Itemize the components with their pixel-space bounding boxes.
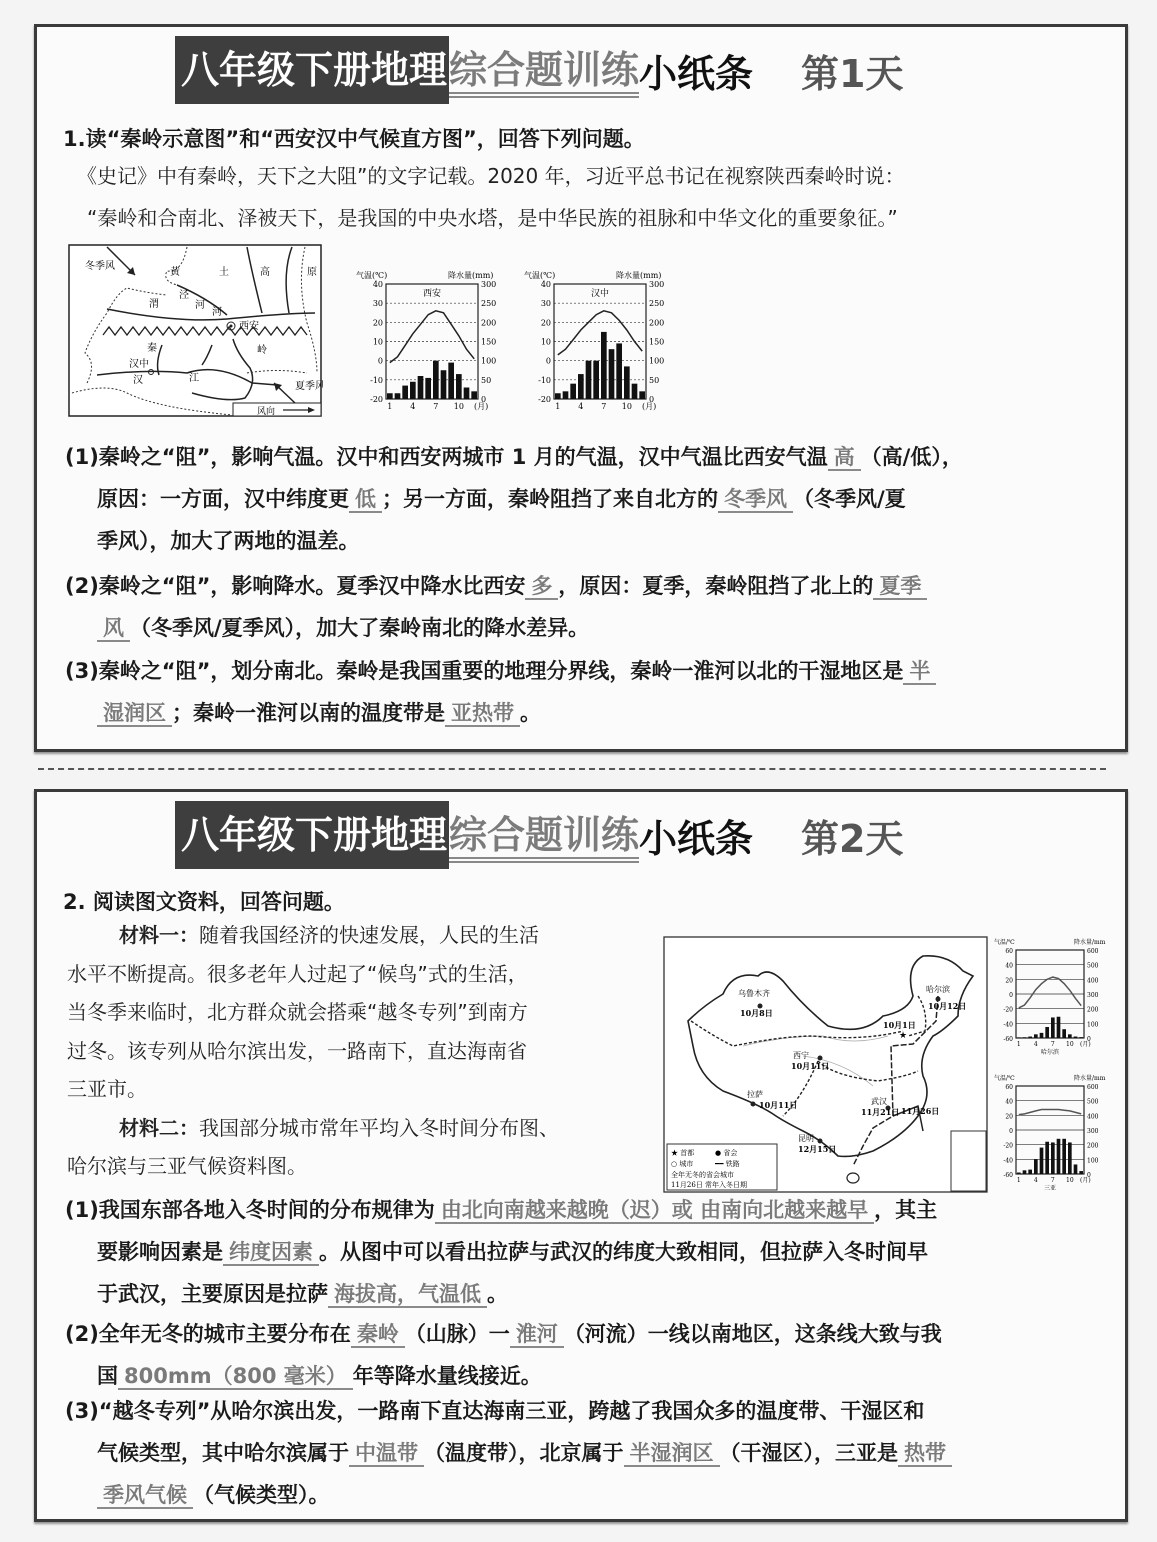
svg-text:江: 江 (189, 373, 199, 384)
svg-text:土: 土 (219, 267, 229, 278)
climate-chart-哈尔滨 (994, 938, 1106, 1056)
answer-blank[interactable]: 由北向南越来越晚（迟）或 由南向北越来越早 (435, 1198, 874, 1224)
material-text: 材料一：随着我国经济的快速发展，人民的生活 水平不断提高。很多老年人过起了“候鸟”式的生活， 当冬季来临时，北方群众就会搭乘“越冬专列”到南方 过冬。该专列从哈尔滨出发，一路南下，直达海南省 三亚市。 材料二：我国部分城市常年平均入冬时间分布图、 哈尔滨与三亚气候资料图。 (67, 923, 559, 1178)
svg-text:气温(℃): 气温(℃) (356, 271, 388, 280)
svg-text:渭: 渭 (149, 299, 159, 310)
answer-blank[interactable]: 风 (97, 616, 130, 642)
svg-text:-10: -10 (538, 375, 551, 385)
answer-blank[interactable]: 夏季 (873, 574, 927, 600)
svg-text:10月1日: 10月1日 (883, 1020, 916, 1030)
question-2-2: (2)全年无冬的城市主要分布在 秦岭 （山脉）一 淮河 （河流）一线以南地区，这条线大致与我 国 800mm（800 毫米） 年等降水量线接近。 (65, 1322, 942, 1388)
svg-text:10: 10 (621, 402, 632, 411)
title-dark-part: 八年级下册地理 (175, 36, 449, 104)
svg-text:-20: -20 (370, 395, 383, 404)
svg-text:150: 150 (649, 337, 665, 347)
svg-text:(月): (月) (642, 402, 657, 411)
svg-text:500: 500 (1087, 1098, 1099, 1106)
svg-text:冬季风: 冬季风 (85, 261, 115, 272)
svg-text:60: 60 (1005, 1084, 1013, 1091)
svg-text:降水量/mm: 降水量/mm (1074, 939, 1106, 946)
svg-text:武汉: 武汉 (871, 1097, 887, 1106)
question-2-3: (3)“越冬专列”从哈尔滨出发，一路南下直达海南三亚，跨越了我国众多的温度带、干湿区和 气候类型，其中哈尔滨属于 中温带 （温度带），北京属于 半湿润区 （干湿区），三亚是 热带 季风气候 （气候类型）。 (65, 1390, 1105, 1516)
china-winter-onset-map (663, 936, 988, 1193)
svg-text:600: 600 (1087, 1084, 1099, 1091)
day1-card (34, 24, 1128, 752)
climate-chart-西安 (356, 270, 496, 411)
svg-text:哈尔滨: 哈尔滨 (926, 985, 950, 994)
svg-text:(月): (月) (474, 402, 489, 411)
svg-text:10: 10 (1066, 1041, 1074, 1048)
intro-line-1: 《史记》中有秦岭，天下之大阻”的文字记载。2020 年，习近平总书记在视察陕西秦岭时说： (77, 164, 905, 188)
answer-blank[interactable]: 纬度因素 (223, 1240, 319, 1266)
answer-blank[interactable]: 湿润区 (97, 701, 172, 727)
climate-charts-harbin-sanya (988, 936, 1113, 1193)
svg-text:黄: 黄 (170, 267, 180, 278)
svg-text:20: 20 (1005, 1113, 1013, 1121)
question-1-2: (2)秦岭之“阻”，影响降水。夏季汉中降水比西安 多 ，原因：夏季，秦岭阻挡了北上的 夏季 风 （冬季风/夏季风），加大了秦岭南北的降水差异。 (65, 565, 1105, 649)
material-1-label: 材料一： (119, 923, 199, 947)
svg-text:100: 100 (1087, 1021, 1099, 1029)
svg-text:(月): (月) (1080, 1177, 1091, 1184)
answer-blank[interactable]: 半湿润区 (624, 1441, 720, 1467)
svg-text:40: 40 (1005, 962, 1013, 970)
title-dark-part: 八年级下册地理 (175, 801, 449, 869)
svg-text:━━ 铁路: ━━ 铁路 (715, 1160, 740, 1168)
svg-text:0: 0 (1009, 992, 1013, 999)
svg-text:岭: 岭 (257, 345, 267, 356)
svg-text:河: 河 (195, 300, 205, 311)
svg-text:原: 原 (307, 267, 317, 278)
svg-text:0: 0 (545, 356, 551, 366)
svg-text:0: 0 (1009, 1128, 1013, 1135)
day1-title (175, 36, 904, 104)
svg-text:200: 200 (1087, 1142, 1099, 1150)
svg-text:10月8日: 10月8日 (740, 1008, 773, 1018)
svg-text:气温/℃: 气温/℃ (994, 939, 1015, 946)
svg-text:40: 40 (372, 280, 383, 289)
svg-text:7: 7 (433, 402, 439, 411)
svg-text:汉中: 汉中 (129, 359, 149, 370)
svg-text:300: 300 (649, 280, 665, 289)
svg-text:100: 100 (649, 356, 665, 366)
svg-text:夏季风: 夏季风 (295, 381, 323, 392)
answer-blank[interactable]: 冬季风 (718, 487, 793, 513)
question-2-1: (1)我国东部各地入冬时间的分布规律为 由北向南越来越晚（迟）或 由南向北越来越早 ，其主 要影响因素是 纬度因素 。从图中可以看出拉萨与武汉的纬度大致相同，但拉萨入冬时间早 于武汉，主要原因是拉萨 海拔高，气温低 。 (65, 1198, 938, 1306)
qinling-map (67, 243, 323, 418)
svg-text:气温(℃): 气温(℃) (524, 271, 556, 280)
answer-blank[interactable]: 低 (349, 487, 382, 513)
svg-text:0: 0 (1087, 1172, 1091, 1179)
svg-text:★: ★ (899, 1031, 908, 1041)
answer-blank[interactable]: 季风气候 (97, 1483, 193, 1509)
svg-text:0: 0 (377, 356, 383, 366)
svg-text:200: 200 (481, 318, 497, 328)
svg-text:200: 200 (1087, 1006, 1099, 1014)
svg-text:7: 7 (1050, 1177, 1055, 1184)
svg-text:0: 0 (1087, 1036, 1091, 1043)
svg-text:10月11日: 10月11日 (759, 1100, 798, 1110)
svg-text:★ 首都: ★ 首都 (671, 1149, 695, 1157)
answer-blank[interactable]: 高 (828, 445, 861, 471)
question-heading: 1.读“秦岭示意图”和“西安汉中气候直方图”，回答下列问题。 (63, 127, 645, 151)
svg-text:300: 300 (1087, 1128, 1099, 1135)
svg-text:100: 100 (1087, 1157, 1099, 1165)
svg-text:汉: 汉 (133, 375, 143, 386)
svg-text:10: 10 (453, 402, 464, 411)
svg-text:10月11日: 10月11日 (791, 1061, 830, 1071)
svg-text:50: 50 (649, 375, 660, 385)
climate-chart-汉中 (524, 270, 664, 411)
svg-text:40: 40 (1005, 1098, 1013, 1106)
svg-text:-60: -60 (1003, 1172, 1013, 1179)
svg-text:11月26日: 11月26日 (901, 1106, 940, 1116)
svg-text:60: 60 (1005, 948, 1013, 955)
title-black-part: 小纸条 (639, 51, 754, 96)
svg-text:1: 1 (387, 402, 393, 411)
svg-text:-10: -10 (370, 375, 383, 385)
svg-text:降水量(mm): 降水量(mm) (616, 271, 662, 280)
title-gray-part: 综合题训练 (449, 801, 639, 869)
svg-text:降水量(mm): 降水量(mm) (448, 271, 494, 280)
svg-text:1: 1 (555, 402, 561, 411)
answer-blank[interactable]: 半 (903, 659, 936, 685)
svg-text:昆明: 昆明 (798, 1134, 814, 1143)
svg-text:高: 高 (260, 267, 270, 278)
svg-text:400: 400 (1087, 1113, 1099, 1121)
day2-title (175, 801, 904, 869)
svg-text:-40: -40 (1003, 1157, 1013, 1165)
svg-text:秦: 秦 (147, 343, 157, 354)
svg-text:-20: -20 (1003, 1006, 1013, 1014)
svg-text:4: 4 (1033, 1177, 1038, 1184)
svg-text:哈尔滨: 哈尔滨 (1040, 1049, 1060, 1056)
svg-text:10月12日: 10月12日 (928, 1001, 967, 1011)
svg-text:1: 1 (1016, 1041, 1021, 1048)
svg-text:12月15日: 12月15日 (798, 1144, 837, 1154)
svg-text:-20: -20 (1003, 1142, 1013, 1150)
answer-blank[interactable]: 秦岭 (351, 1322, 405, 1348)
svg-text:600: 600 (1087, 948, 1099, 955)
svg-text:200: 200 (649, 318, 665, 328)
answer-blank[interactable]: 中温带 (349, 1441, 424, 1467)
svg-text:20: 20 (372, 318, 383, 328)
svg-text:10: 10 (1066, 1177, 1074, 1184)
svg-text:40: 40 (540, 280, 551, 289)
svg-text:风向: 风向 (257, 407, 276, 417)
svg-text:300: 300 (481, 280, 497, 289)
svg-text:河: 河 (212, 307, 222, 318)
answer-blank[interactable]: 800mm（800 毫米） (118, 1364, 353, 1390)
svg-text:(月): (月) (1080, 1041, 1091, 1048)
climate-chart-三亚 (994, 1074, 1106, 1192)
svg-text:三亚: 三亚 (1043, 1185, 1057, 1192)
climate-charts-xian-hanzhong (350, 264, 670, 414)
svg-text:10: 10 (540, 337, 551, 347)
svg-text:0: 0 (649, 395, 655, 404)
title-day-label: 第1天 (801, 51, 904, 96)
svg-text:0: 0 (481, 395, 487, 404)
svg-text:汉中: 汉中 (590, 289, 610, 299)
svg-text:11月26日 常年入冬日期: 11月26日 常年入冬日期 (671, 1181, 748, 1189)
svg-text:7: 7 (601, 402, 607, 411)
intro-line-2: “秦岭和合南北、泽被天下，是我国的中央水塔，是中华民族的祖脉和中华文化的重要象征。” (87, 206, 898, 230)
day2-card (34, 789, 1128, 1522)
svg-text:全年无冬的省会城市: 全年无冬的省会城市 (671, 1171, 734, 1179)
svg-text:10: 10 (372, 337, 383, 347)
svg-text:降水量/mm: 降水量/mm (1074, 1075, 1106, 1082)
svg-text:500: 500 (1087, 962, 1099, 970)
svg-text:-20: -20 (538, 395, 551, 404)
answer-blank[interactable]: 热带 (898, 1441, 952, 1467)
svg-text:11月21日: 11月21日 (861, 1107, 900, 1117)
svg-text:气温/℃: 气温/℃ (994, 1075, 1015, 1082)
cut-line-divider (38, 768, 1106, 770)
question-heading: 2. 阅读图文资料，回答问题。 (63, 890, 345, 914)
question-1-1: (1)秦岭之“阻”，影响气温。汉中和西安两城市 1 月的气温，汉中气温比西安气温 高 （高/低）， 原因：一方面，汉中纬度更 低 ；另一方面，秦岭阻挡了来自北方的 冬季风 （冬季风/夏 季风），加大了两地的温差。 (65, 445, 963, 553)
answer-blank[interactable]: 亚热带 (445, 701, 520, 727)
svg-text:-60: -60 (1003, 1036, 1013, 1043)
answer-blank[interactable]: 多 (525, 574, 558, 600)
svg-text:20: 20 (540, 318, 551, 328)
svg-text:250: 250 (481, 299, 497, 309)
svg-text:拉萨: 拉萨 (747, 1090, 763, 1099)
material-2-label: 材料二： (119, 1115, 199, 1140)
svg-text:300: 300 (1087, 992, 1099, 999)
answer-blank[interactable]: 淮河 (510, 1322, 564, 1348)
svg-text:400: 400 (1087, 977, 1099, 985)
svg-text:泾: 泾 (179, 290, 189, 301)
svg-text:西安: 西安 (239, 321, 259, 332)
svg-text:100: 100 (481, 356, 497, 366)
svg-text:4: 4 (578, 402, 584, 411)
svg-text:4: 4 (410, 402, 416, 411)
svg-text:乌鲁木齐: 乌鲁木齐 (738, 989, 770, 998)
svg-text:西宁: 西宁 (793, 1051, 809, 1060)
svg-text:30: 30 (372, 299, 383, 309)
svg-text:150: 150 (481, 337, 497, 347)
title-gray-part: 综合题训练 (449, 36, 639, 104)
svg-text:30: 30 (540, 299, 551, 309)
svg-text:20: 20 (1005, 977, 1013, 985)
svg-text:7: 7 (1050, 1041, 1055, 1048)
svg-text:● 省会: ● 省会 (715, 1149, 738, 1157)
svg-text:4: 4 (1033, 1041, 1038, 1048)
title-day-label: 第2天 (801, 816, 904, 861)
svg-text:-40: -40 (1003, 1021, 1013, 1029)
title-black-part: 小纸条 (639, 816, 754, 861)
question-1-3: (3)秦岭之“阻”，划分南北。秦岭是我国重要的地理分界线，秦岭一淮河以北的干湿地区是 半 湿润区 ；秦岭一淮河以南的温度带是 亚热带 。 (65, 650, 1105, 734)
svg-text:250: 250 (649, 299, 665, 309)
svg-text:50: 50 (481, 375, 492, 385)
svg-text:西安: 西安 (422, 289, 442, 299)
svg-text:1: 1 (1016, 1177, 1021, 1184)
answer-blank[interactable]: 海拔高，气温低 (328, 1282, 487, 1308)
svg-text:○ 城市: ○ 城市 (671, 1160, 694, 1168)
